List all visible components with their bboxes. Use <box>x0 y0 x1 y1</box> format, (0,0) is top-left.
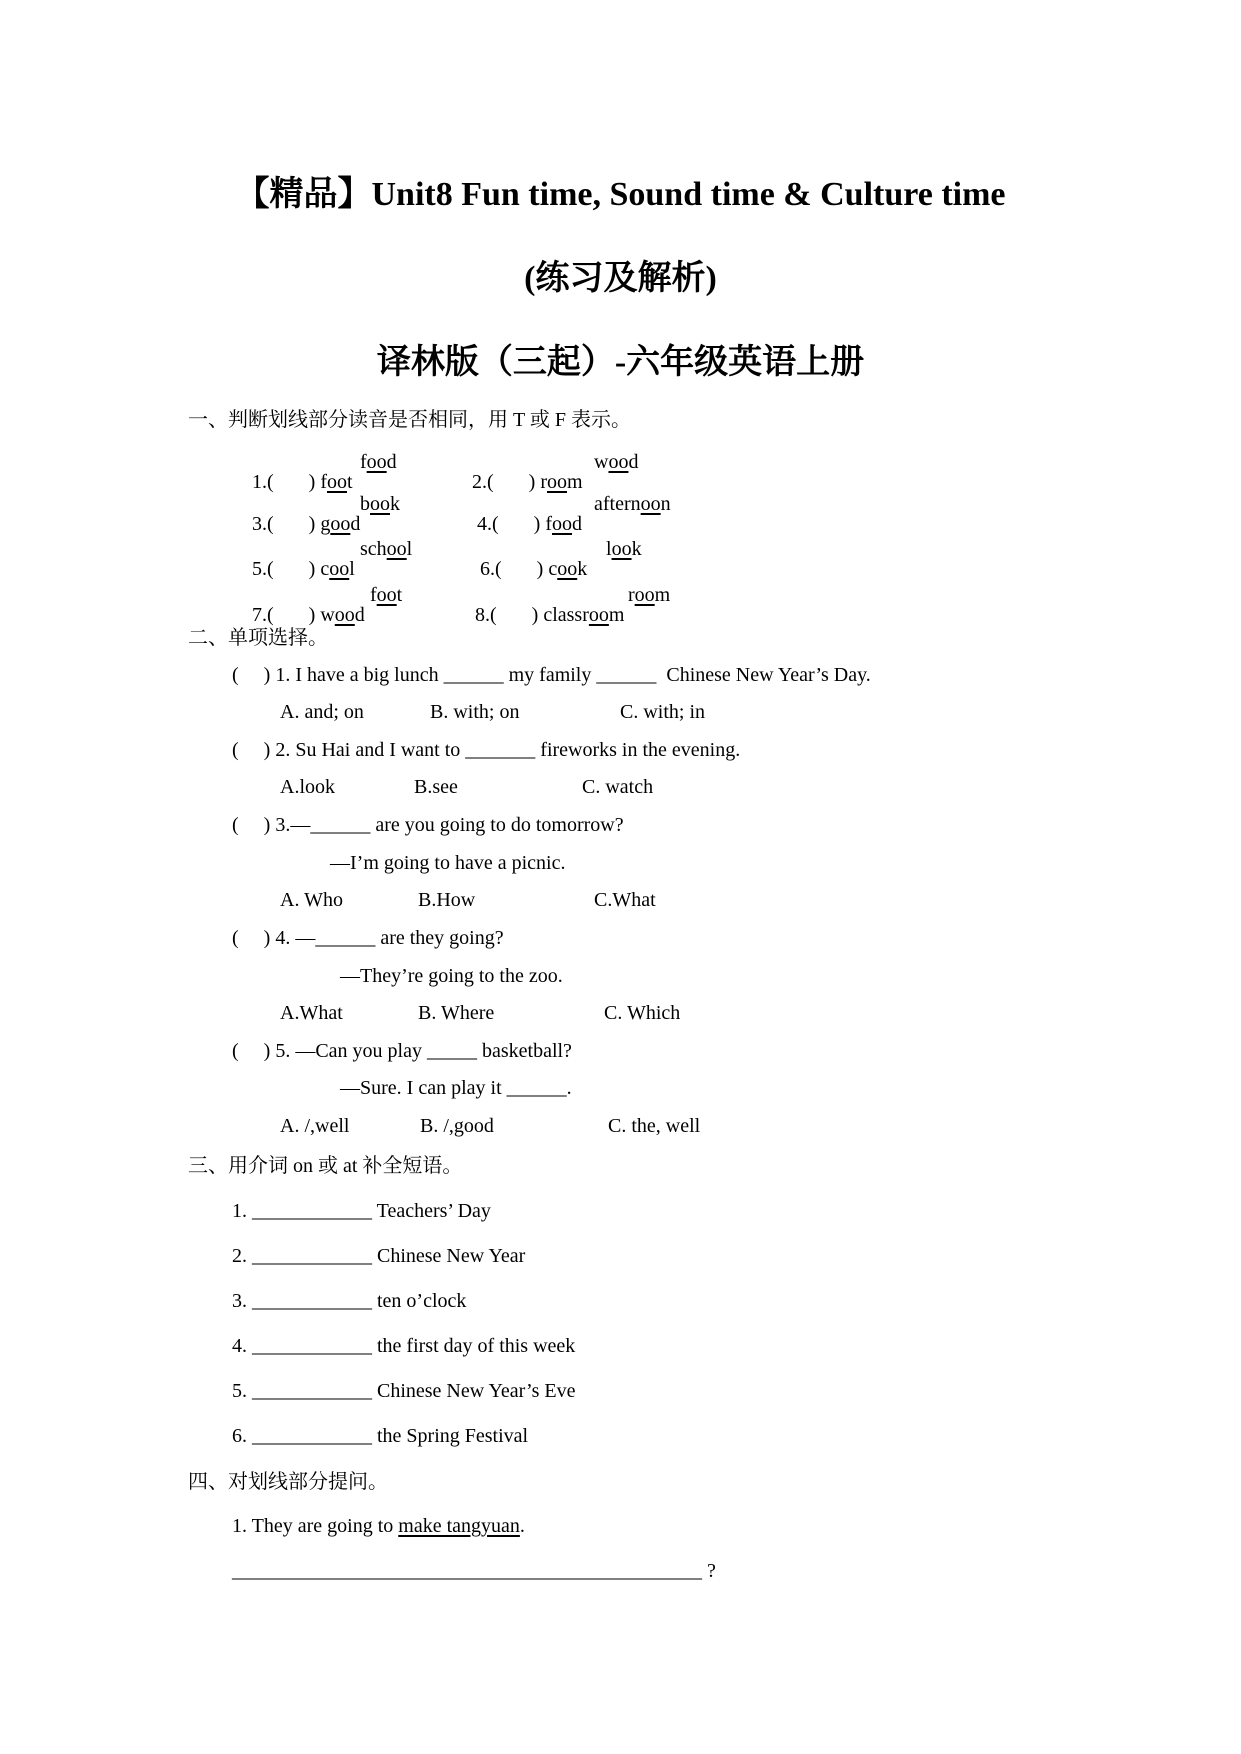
s1-item-8-word-2: room <box>628 584 671 606</box>
s3-item-5: 5. ____________ Chinese New Year’s Eve <box>232 1380 576 1402</box>
s1-item-2-word-2: wood <box>594 451 639 473</box>
item-number: 4.( ) <box>477 513 546 535</box>
word-1: classroom <box>543 604 625 626</box>
s2-q4-option-a: A.What <box>280 1002 343 1024</box>
s2-q4-answer: —They’re going to the zoo. <box>340 965 563 987</box>
s1-item-4-word-2: afternoon <box>594 493 671 515</box>
s1-item-1-word-2: food <box>360 451 397 473</box>
s2-q3-stem: ( ) 3.—______ are you going to do tomorrow? <box>232 814 624 836</box>
title-line-2: (练习及解析) <box>524 260 717 297</box>
s2-q3-option-a: A. Who <box>280 889 343 911</box>
s2-q4-stem: ( ) 4. —______ are they going? <box>232 927 504 949</box>
underlined-phrase: make tangyuan <box>398 1515 520 1537</box>
s1-item-7-word-2: foot <box>370 584 403 606</box>
s3-item-4: 4. ____________ the first day of this week <box>232 1335 576 1357</box>
section2-heading: 二、单项选择。 <box>188 627 328 649</box>
s3-item-6: 6. ____________ the Spring Festival <box>232 1425 529 1447</box>
s2-q3-answer: —I’m going to have a picnic. <box>330 852 566 874</box>
s3-item-2: 2. ____________ Chinese New Year <box>232 1245 526 1267</box>
item-number: 8.( ) <box>475 604 544 626</box>
word-1: room <box>540 471 583 493</box>
section1-heading: 一、判断划线部分读音是否相同，用 T 或 F 表示。 <box>188 409 631 431</box>
s2-q4-option-c: C. Which <box>604 1002 681 1024</box>
s2-q1-option-c: C. with; in <box>620 701 706 723</box>
s2-q5-answer: —Sure. I can play it ______. <box>340 1077 572 1099</box>
s2-q5-stem: ( ) 5. —Can you play _____ basketball? <box>232 1040 572 1062</box>
s2-q5-option-b: B. /,good <box>420 1115 494 1137</box>
s1-item-3-word-2: book <box>360 493 400 515</box>
s2-q2-option-b: B.see <box>414 776 458 798</box>
s2-q5-option-c: C. the, well <box>608 1115 701 1137</box>
title-line-1: 【精品】Unit8 Fun time, Sound time & Culture time <box>235 176 1006 213</box>
section4-heading: 四、对划线部分提问。 <box>188 1471 388 1493</box>
item-number: 7.( ) <box>252 604 321 626</box>
s2-q3-option-b: B.How <box>418 889 476 911</box>
word-1: good <box>320 513 361 535</box>
s2-q1-option-a: A. and; on <box>280 701 364 723</box>
s2-q2-option-a: A.look <box>280 776 335 798</box>
s2-q5-option-a: A. /,well <box>280 1115 350 1137</box>
s1-item-5-word-2: school <box>360 538 413 560</box>
item-number: 6.( ) <box>480 558 549 580</box>
title-line-3: 译林版（三起）-六年级英语上册 <box>376 344 865 381</box>
s3-item-1: 1. ____________ Teachers’ Day <box>232 1200 491 1222</box>
word-1: wood <box>320 604 365 626</box>
word-1: food <box>545 513 582 535</box>
s2-q1-option-b: B. with; on <box>430 701 520 723</box>
s1-item-8 <box>455 585 624 645</box>
item-number: 2.( ) <box>472 471 541 493</box>
s4-q1: 1. They are going to make tangyuan. <box>232 1515 525 1537</box>
s2-q2-stem: ( ) 2. Su Hai and I want to _______ fireworks in the evening. <box>232 739 741 761</box>
item-number: 1.( ) <box>252 471 321 493</box>
word-1: foot <box>320 471 353 493</box>
s3-item-3: 3. ____________ ten o’clock <box>232 1290 467 1312</box>
s2-q4-option-b: B. Where <box>418 1002 495 1024</box>
s2-q3-option-c: C.What <box>594 889 656 911</box>
s1-item-6-word-2: look <box>606 538 642 560</box>
s4-answer-line: _______________________________________________ ? <box>232 1560 716 1582</box>
section3-heading: 三、用介词 on 或 at 补全短语。 <box>188 1155 463 1177</box>
s2-q2-option-c: C. watch <box>582 776 654 798</box>
word-1: cook <box>548 558 588 580</box>
item-number: 3.( ) <box>252 513 321 535</box>
word-1: cool <box>320 558 355 580</box>
s2-q1-stem: ( ) 1. I have a big lunch ______ my family ______ Chinese New Year’s Day. <box>232 664 871 686</box>
item-number: 5.( ) <box>252 558 321 580</box>
